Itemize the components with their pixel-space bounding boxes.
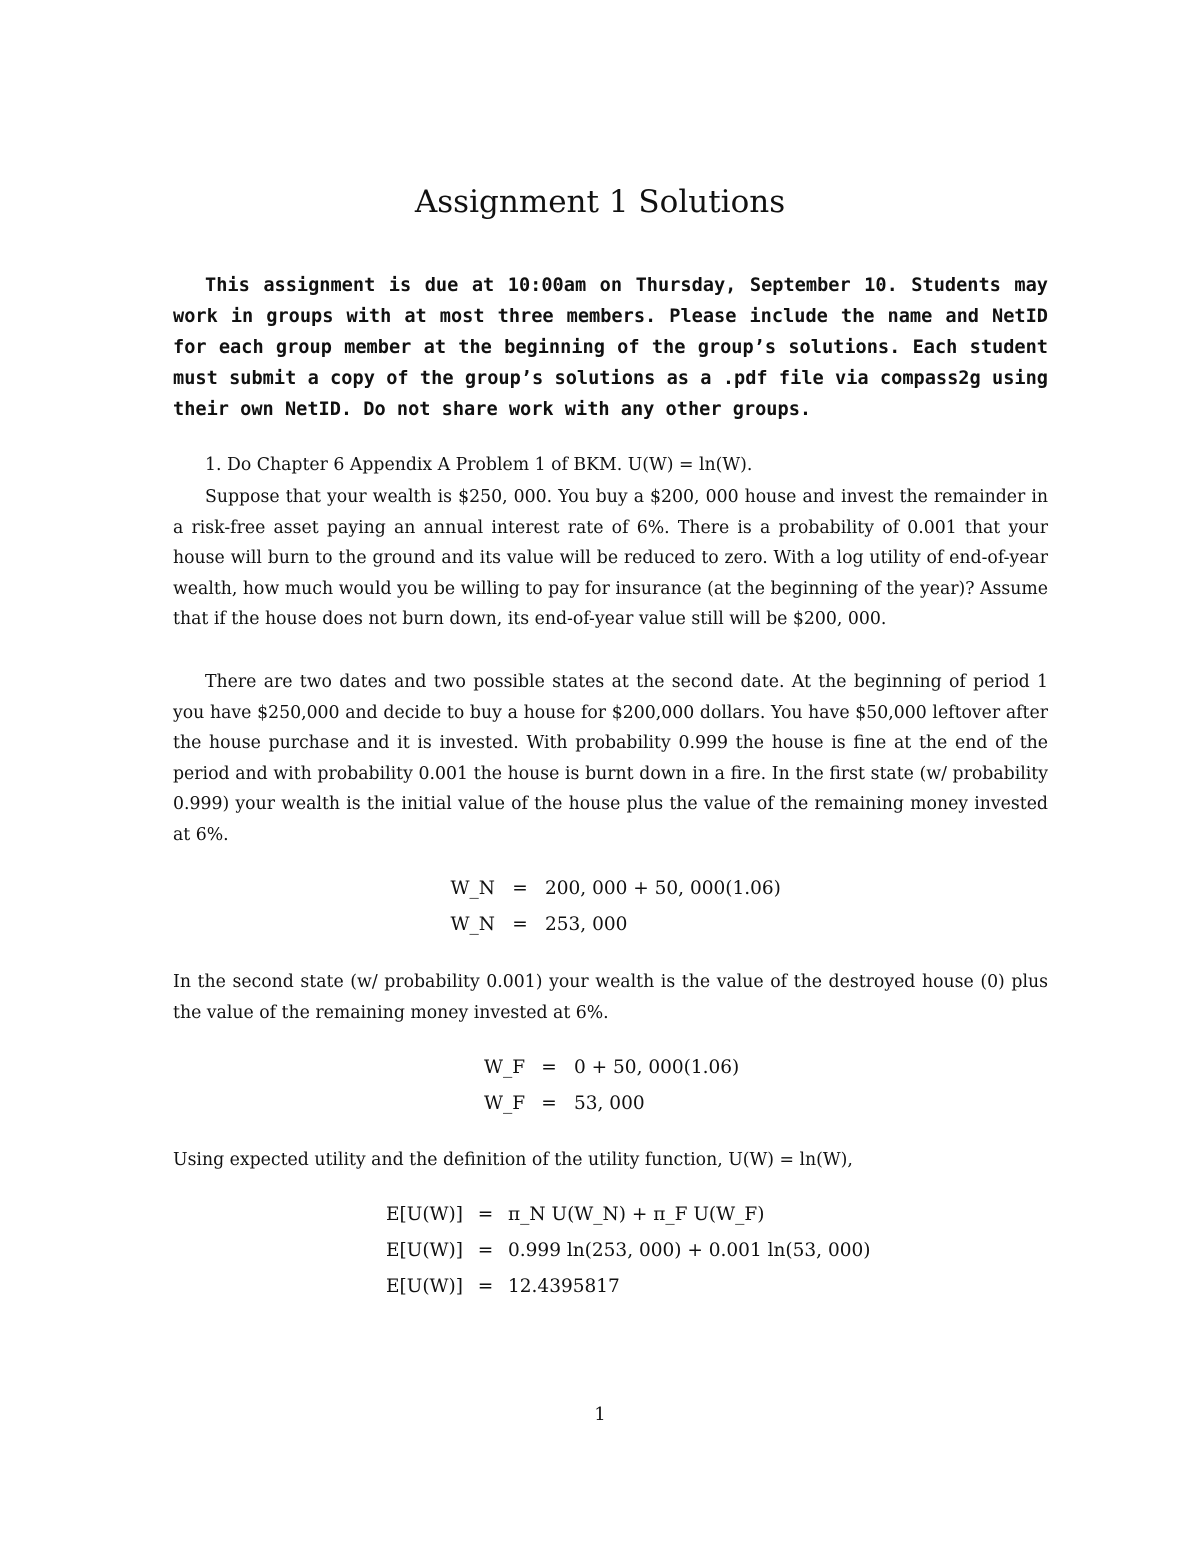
assignment-instructions: This assignment is due at 10:00am on Thursday, September 10. Students may work in groups with at most three members. Please include the name and NetID for each group member at the beginning of the group’s solutions. Each student must submit a copy of the group’s solutions as a .pdf file via compass2g using their own NetID. Do not share work with any other groups. <box>173 275 1048 420</box>
equation-operator: = <box>477 1204 494 1225</box>
equation-rhs: 253, 000 <box>545 914 628 935</box>
equation-rhs: 0.999 ln(253, 000) + 0.001 ln(53, 000) <box>508 1240 871 1261</box>
equation-block-expected-utility <box>368 1197 870 1305</box>
problem-heading: 1. Do Chapter 6 Appendix A Problem 1 of BKM. U(W) = ln(W). <box>205 455 753 475</box>
equation-row <box>484 1050 739 1086</box>
equation-row <box>450 907 781 943</box>
equation-lhs: E[U(W)] <box>386 1240 463 1261</box>
page-title: Assignment 1 Solutions <box>414 184 786 220</box>
equation-operator: = <box>477 1276 494 1297</box>
page-number: 1 <box>594 1404 606 1425</box>
solution-paragraph-2: In the second state (w/ probability 0.001) your wealth is the value of the destroyed house (0) plus the value of the remaining money invested at 6%. <box>173 972 1048 1023</box>
equation-rhs: 12.4395817 <box>508 1276 620 1297</box>
equation-row <box>368 1197 870 1233</box>
equation-lhs: W_F <box>484 1093 526 1114</box>
equation-row <box>450 871 781 907</box>
problem-statement: Suppose that your wealth is $250, 000. You buy a $200, 000 house and invest the remainder in a risk-free asset paying an annual interest rate of 6%. There is a probability of 0.001 that your house will burn to the ground and its value will be reduced to zero. With a log utility of end-of-year wealth, how much would you be willing to pay for insurance (at the beginning of the year)? Assume that if the house does not burn down, its end-of-year value still will be $200, 000. <box>173 487 1048 630</box>
equation-operator: = <box>512 878 528 899</box>
equation-rhs: 200, 000 + 50, 000(1.06) <box>545 878 781 899</box>
equation-lhs: W_F <box>484 1057 526 1078</box>
equation-lhs: E[U(W)] <box>386 1276 463 1297</box>
equation-rhs: 53, 000 <box>574 1093 645 1114</box>
equation-operator: = <box>512 914 528 935</box>
equation-rhs: π_N U(W_N) + π_F U(W_F) <box>508 1204 765 1225</box>
equation-row <box>368 1269 870 1305</box>
equation-operator: = <box>541 1057 557 1078</box>
equation-row <box>368 1233 870 1269</box>
solution-paragraph-1: There are two dates and two possible states at the second date. At the beginning of period 1 you have $250,000 and decide to buy a house for $200,000 dollars. You have $50,000 leftover after the house purchase and it is invested. With probability 0.999 the house is fine at the end of the period and with probability 0.001 the house is burnt down in a fire. In the first state (w/ probability 0.999) your wealth is the initial value of the house plus the value of the remaining money invested at 6%. <box>173 672 1048 845</box>
solution-paragraph-3: Using expected utility and the definition of the utility function, U(W) = ln(W), <box>173 1150 853 1170</box>
equation-block-fire <box>484 1050 739 1122</box>
equation-rhs: 0 + 50, 000(1.06) <box>574 1057 740 1078</box>
equation-lhs: W_N <box>450 878 495 899</box>
equation-operator: = <box>541 1093 557 1114</box>
equation-lhs: E[U(W)] <box>386 1204 463 1225</box>
equation-operator: = <box>477 1240 494 1261</box>
equation-lhs: W_N <box>450 914 495 935</box>
equation-row <box>484 1086 739 1122</box>
equation-block-no-fire <box>450 871 781 943</box>
